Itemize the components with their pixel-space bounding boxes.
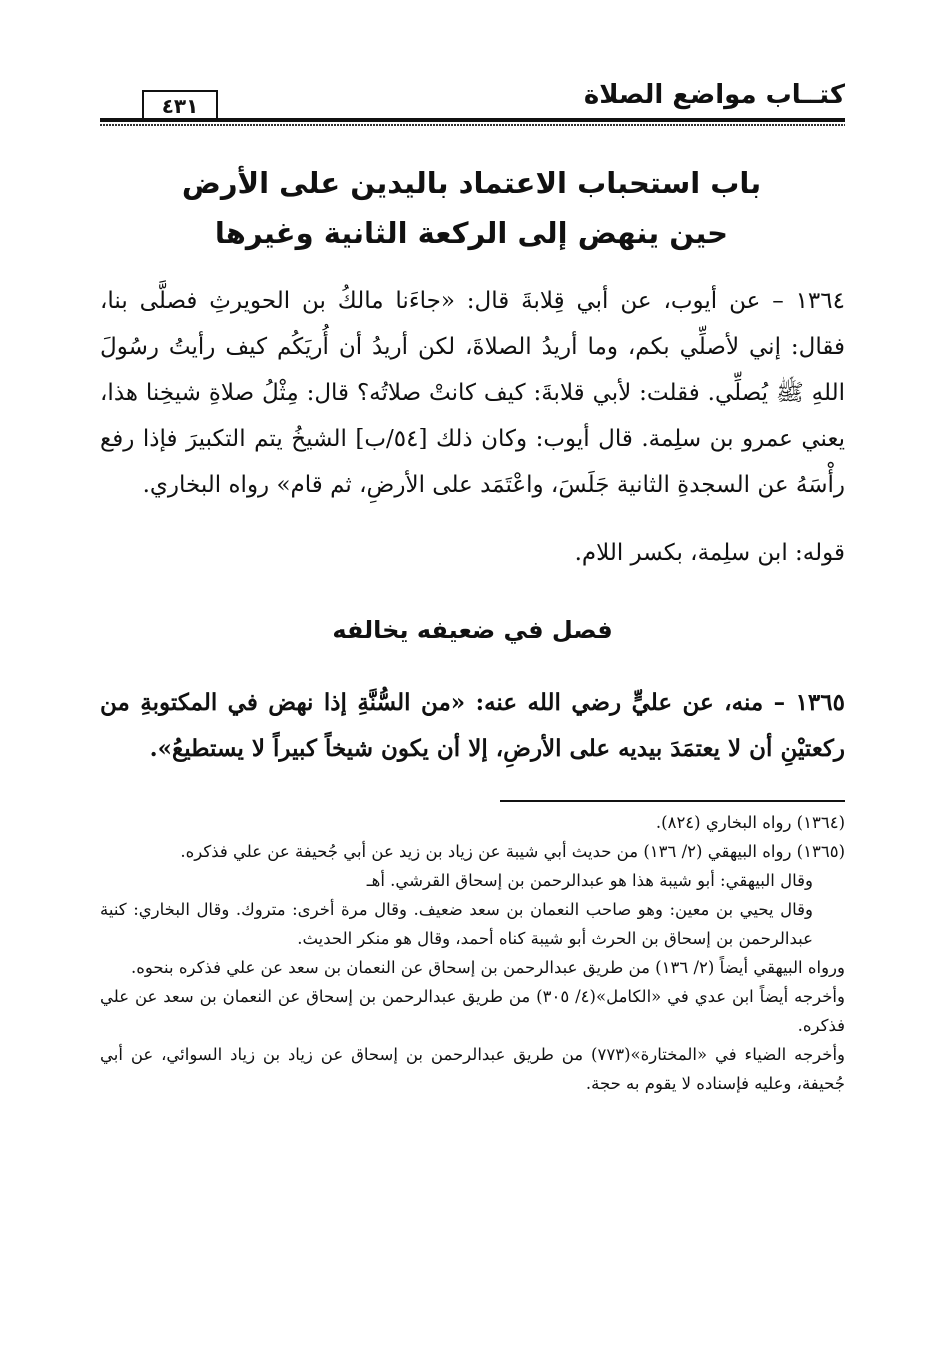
footnote-separator <box>500 800 845 802</box>
footnote-1365-bayhaqi-2: ورواه البيهقي أيضاً (٢/ ١٣٦) من طريق عبدالرحمن بن إسحاق عن النعمان بن سعد عن علي فذكره بنحوه. <box>130 958 845 977</box>
footnote-1365-ibn-adi: وأخرجه أيضاً ابن عدي في «الكامل»(٤/ ٣٠٥) من طريق عبدالرحمن بن إسحاق عن النعمان بن سعد عن علي فذكره. <box>100 987 845 1035</box>
footnote-1365-bayhaqi: وقال البيهقي: أبو شيبة هذا هو عبدالرحمن بن إسحاق القرشي. أهـ <box>366 871 813 890</box>
footnote-1364: (١٣٦٤) رواه البخاري (٨٢٤). <box>655 813 845 832</box>
book-title: كتــاب مواضع الصلاة <box>583 80 845 110</box>
footnote-1365: (١٣٦٥) رواه البيهقي (٢/ ١٣٦) من حديث أبي شيبة عن زياد بن زيد عن أبي جُحيفة عن علي فذكره. <box>180 842 845 861</box>
commentary-note: قوله: ابن سلِمة، بكسر اللام. <box>574 540 845 566</box>
page-number: ٤٣١ <box>142 90 218 122</box>
header-rule-secondary <box>100 124 845 126</box>
chapter-heading <box>120 158 823 258</box>
running-header <box>100 74 845 130</box>
chapter-title-line-2: حين ينهض إلى الركعة الثانية وغيرها <box>214 216 729 250</box>
header-rule <box>100 118 845 122</box>
footnote-1365-diya: وأخرجه الضياء في «المختارة»(٧٧٣) من طريق عبدالرحمن بن إسحاق عن زياد بن زياد السوائي، عن أبي جُحيفة، وعليه فإسناده لا يقوم به حجة. <box>100 1045 845 1093</box>
hadith-1365: ١٣٦٥ – منه، عن عليٍّ رضي الله عنه: «من السُّنَّةِ إذا نهض في المكتوبةِ من ركعتيْنِ أن لا يعتمَدَ بيديه على الأرضِ، إلا أن يكون شيخاً كبيراً لا يستطيعُ». <box>100 689 845 762</box>
chapter-title-line-1: باب استحباب الاعتماد باليدين على الأرض <box>181 166 762 200</box>
footnotes <box>100 808 845 1098</box>
footnote-1365-ibn-maeen: وقال يحيي بن معين: وهو صاحب النعمان بن سعد ضعيف. وقال مرة أخرى: متروك. وقال البخاري: كنية عبدالرحمن بن إسحاق بن الحرث أبو شيبة كناه أحمد، وقال هو منكر الحديث. <box>100 900 813 948</box>
section-heading: فصل في ضعيفه يخالفه <box>332 616 613 644</box>
hadith-1364: ١٣٦٤ – عن أيوب، عن أبي قِلابةَ قال: «جاءَنا مالكُ بن الحويرثِ فصلَّى بنا، فقال: إني لأصلِّي بكم، وما أريدُ الصلاةَ، لكن أريدُ أن أُريَكُم كيف رأيتُ رسُولَ اللهِ ﷺ يُصلِّي. فقلت: لأبي قلابةَ: كيف كانتْ صلاتُه؟ قال: مِثْلُ صلاةِ شيخِنا هذا، يعني عمرو بن سلِمة. قال أيوب: وكان ذلك [٥٤/ب] الشيخُ يتم التكبيرَ فإذا رفع رأْسَهُ عن السجدةِ الثانية جَلَسَ، واعْتَمَد على الأرضِ، ثم قام» رواه البخاري. <box>100 288 845 498</box>
